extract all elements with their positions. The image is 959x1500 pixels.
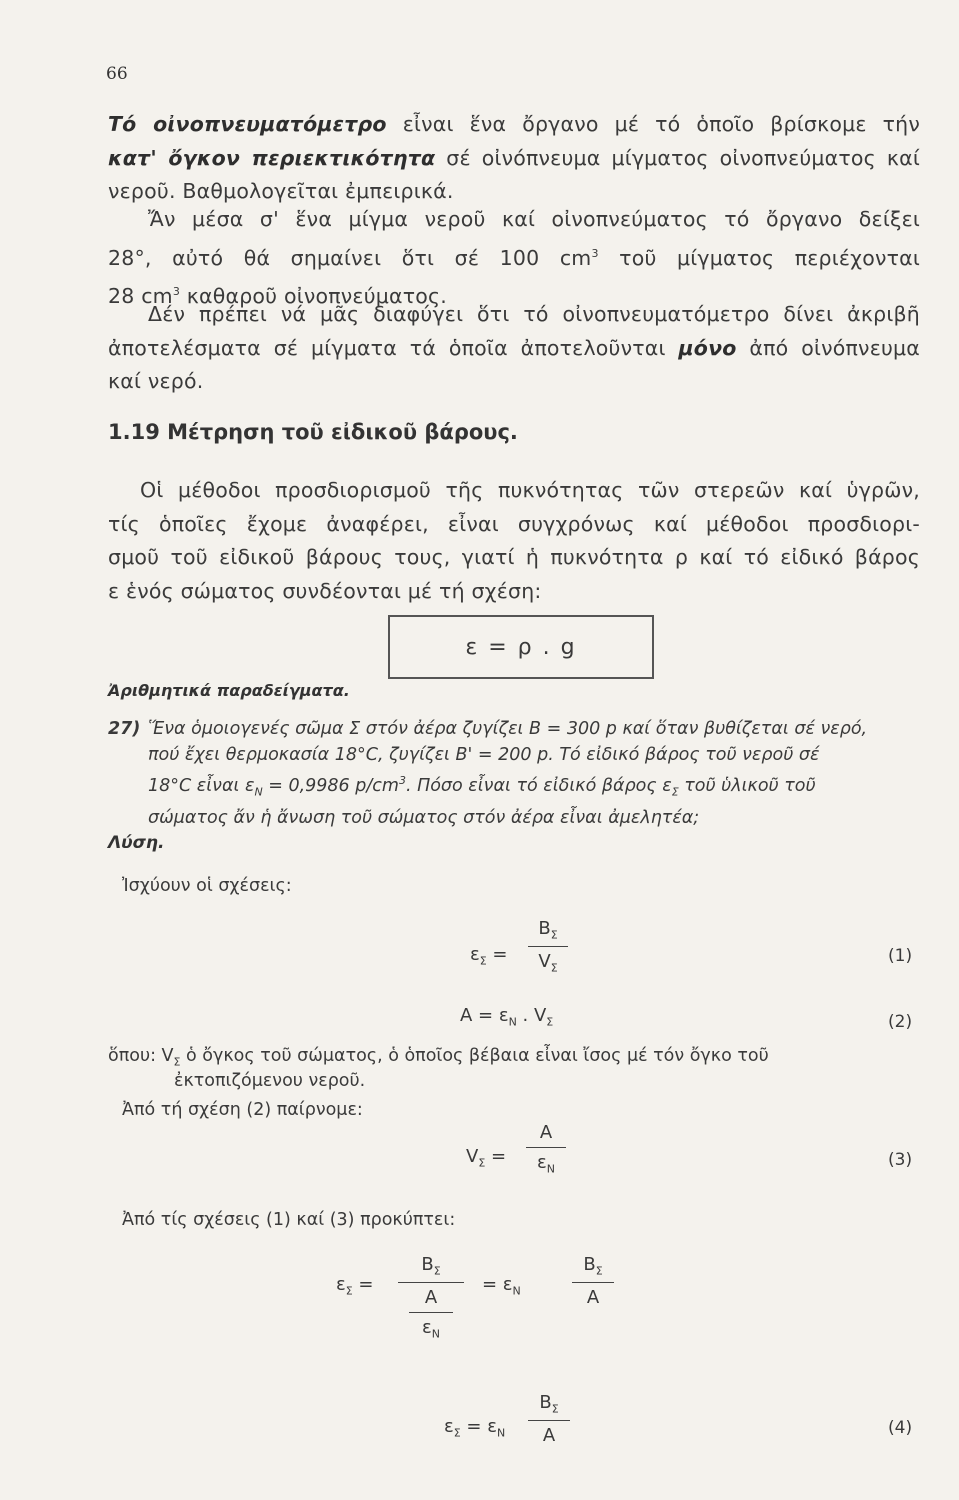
solution-text: Ἀπό τίς σχέσεις (1) καί (3) προκύπτει:	[122, 1210, 456, 1230]
paragraph-warning	[108, 298, 920, 399]
denominator	[537, 1152, 555, 1176]
subscript: Ν	[512, 1284, 521, 1298]
problem-line: πού ἔχει θερμοκασία 18°C, ζυγίζει Β' = 200 p. Τό εἰδικό βάρος τοῦ νεροῦ σέ	[148, 745, 820, 765]
fraction-bar	[572, 1282, 614, 1283]
symbol: Β	[539, 1392, 552, 1413]
superscript: 3	[398, 774, 406, 787]
text-line: σμοῦ τοῦ εἰδικοῦ βάρους τους, γιατί ἡ πυκνότητα ρ καί τό εἰδικό βάρος	[108, 545, 920, 569]
text-run: ἀποτελέσματα σέ μίγματα τά ὁποῖα ἀποτελοῦνται	[108, 335, 666, 360]
equation-tag: (4)	[888, 1418, 913, 1438]
subscript: Σ	[551, 1402, 559, 1416]
numerator	[583, 1254, 602, 1278]
numerator: Α	[424, 1286, 438, 1308]
superscript: 3	[172, 284, 181, 298]
eqc-right-fraction	[572, 1254, 614, 1308]
symbol: V	[466, 1146, 479, 1167]
subscript: Σ	[173, 1055, 181, 1069]
text-run: τοῦ μίγματος περιέχονται	[598, 245, 920, 270]
fraction-bar	[409, 1312, 453, 1313]
subscript: Σ	[595, 1264, 603, 1278]
text-line	[108, 332, 920, 366]
text-line: Οἱ μέθοδοι προσδιορισμοῦ τῆς πυκνότητας τῶν στερεῶν καί ὑγρῶν,	[140, 478, 920, 502]
text-run: σέ οἰνόπνευμα μίγματος οἰνοπνεύματος καί	[446, 145, 920, 170]
subscript: Ν	[496, 1426, 506, 1440]
symbol: ε	[470, 944, 480, 965]
problem-27	[108, 716, 928, 831]
text-line: Δέν πρέπει νά μᾶς διαφύγει ὅτι τό οἰνοπνευματόμετρο δίνει ἀκριβῆ	[148, 302, 920, 326]
eqc-middle	[482, 1274, 521, 1298]
text-run: . V	[516, 1005, 547, 1026]
equation-tag: (1)	[888, 946, 913, 966]
eq4-fraction	[528, 1392, 570, 1446]
text-run: ὅπου: V	[108, 1046, 174, 1066]
equation-tag: (3)	[888, 1150, 913, 1170]
boxed-formula: ε = ρ . g	[388, 615, 654, 679]
text-line	[108, 237, 920, 275]
text-line	[108, 108, 920, 142]
denominator: Α	[542, 1424, 556, 1446]
subscript: Ν	[546, 1162, 555, 1176]
text-line: τίς ὁποῖες ἔχομε ἀναφέρει, εἶναι συγχρόνως καί μέθοδοι προσδιορι-	[108, 511, 920, 536]
fraction-bar	[398, 1282, 464, 1283]
symbol: Β	[583, 1254, 596, 1275]
subscript: Σ	[433, 1264, 441, 1278]
eq1-fraction	[528, 918, 568, 974]
page-number: 66	[106, 64, 128, 84]
problem-line	[108, 768, 928, 805]
paragraph-example-degrees	[108, 203, 920, 313]
eq3-lhs: $V_\Sigma$ =	[466, 1146, 507, 1170]
text-run: Α = ε	[460, 1005, 509, 1026]
subscript: Ν	[431, 1327, 440, 1341]
fraction-bar	[526, 1147, 566, 1148]
text-run: 28 cm	[108, 283, 173, 308]
subscript: Σ	[550, 928, 558, 942]
symbol: Β	[421, 1254, 434, 1275]
symbol: Β	[538, 918, 551, 939]
denominator-fraction	[409, 1287, 453, 1341]
text-run: τοῦ ὑλικοῦ τοῦ	[678, 775, 816, 796]
text-run: ἀπό οἰνόπνευμα	[749, 335, 921, 360]
symbol: V	[538, 950, 551, 972]
eqc-lhs: $\varepsilon_\Sigma$ =	[336, 1274, 374, 1298]
denominator: Α	[586, 1286, 600, 1308]
text-run: = 0,9986 p/cm	[262, 775, 399, 796]
numerator: Α	[539, 1122, 553, 1143]
numerator	[539, 1392, 558, 1416]
eq3-fraction	[526, 1122, 566, 1176]
text-run: . Πόσο εἶναι τό εἰδικό βάρος ε	[405, 775, 672, 796]
solution-text: Ἀπό τή σχέση (2) παίρνομε:	[122, 1100, 363, 1120]
denominator	[538, 951, 557, 975]
text-run: 18°C εἶναι ε	[148, 775, 255, 796]
text-line: νεροῦ. Βαθμολογεῖται ἐμπειρικά.	[108, 179, 454, 203]
bold-term: μόνο	[678, 335, 737, 360]
eq2	[460, 1005, 553, 1029]
paragraph-alcoholmeter	[108, 108, 920, 209]
subscript: Σ	[546, 1015, 554, 1029]
symbol: ε	[422, 1316, 432, 1338]
problem-number: 27)	[108, 719, 141, 739]
solution-label: Λύση.	[108, 833, 165, 853]
subscript: Σ	[671, 785, 679, 799]
text-line	[108, 142, 920, 176]
text-run: ὁ ὄγκος τοῦ σώματος, ὁ ὁποῖος βέβαια εἶναι ἴσος μέ τόν ὄγκο τοῦ	[180, 1046, 769, 1066]
paragraph-specific-weight	[108, 474, 920, 608]
superscript: 3	[591, 246, 599, 260]
subscript: Σ	[453, 1426, 461, 1440]
section-heading: 1.19 Μέτρηση τοῦ εἰδικοῦ βάρους.	[108, 420, 518, 444]
text-run: καθαροῦ οἰνοπνεύματος.	[180, 283, 447, 308]
solution-text: Ἰσχύουν οἱ σχέσεις:	[122, 876, 292, 896]
symbol: ε	[537, 1152, 547, 1173]
bold-term: Τό οἰνοπνευματόμετρο	[108, 112, 387, 136]
eq1-lhs: $\varepsilon_\Sigma$ =	[470, 944, 508, 968]
fraction-bar	[528, 1420, 570, 1421]
denominator	[422, 1317, 440, 1341]
where-line: ἐκτοπιζόμενου νεροῦ.	[174, 1071, 366, 1091]
eqc-compound-fraction	[398, 1254, 464, 1340]
fraction-bar	[528, 946, 568, 947]
bold-term: κατ' ὄγκον περιεκτικότητα	[108, 145, 436, 170]
where-line	[108, 1046, 769, 1069]
text-line: καί νερό.	[108, 369, 204, 393]
subscript: Σ	[345, 1284, 353, 1298]
examples-title: Ἀριθμητικά παραδείγματα.	[108, 681, 350, 700]
subscript: Σ	[478, 1156, 486, 1170]
numerator	[421, 1254, 440, 1278]
text-run: εἶναι ἕνα ὄργανο μέ τό ὁποῖο βρίσκομε τήν	[402, 112, 920, 136]
subscript: Σ	[550, 961, 558, 975]
text-run: = ε	[482, 1274, 513, 1295]
eq4-lhs	[444, 1416, 505, 1440]
numerator	[538, 918, 557, 942]
equation-tag: (2)	[888, 1012, 913, 1032]
text-line: Ἄν μέσα σ' ἕνα μίγμα νεροῦ καί οἰνοπνεύματος τό ὄργανο δείξει	[148, 207, 920, 231]
subscript: Ν	[508, 1015, 517, 1029]
text-line: ε ἑνός σώματος συνδέονται μέ τή σχέση:	[108, 578, 542, 603]
problem-line: σώματος ἄν ἡ ἄνωση τοῦ σώματος στόν ἀέρα εἶναι ἀμελητέα;	[148, 808, 700, 829]
text-run: 28°, αὐτό θά σημαίνει ὅτι σέ 100 cm	[108, 245, 592, 270]
symbol: ε	[444, 1416, 454, 1437]
subscript: Ν	[254, 785, 263, 799]
text-run: = ε	[460, 1416, 497, 1437]
subscript: Σ	[479, 954, 487, 968]
problem-line: Ἕνα ὁμοιογενές σῶμα Σ στόν ἀέρα ζυγίζει Β = 300 p καί ὅταν βυθίζεται σέ νερό,	[148, 719, 868, 739]
symbol: ε	[336, 1274, 346, 1295]
